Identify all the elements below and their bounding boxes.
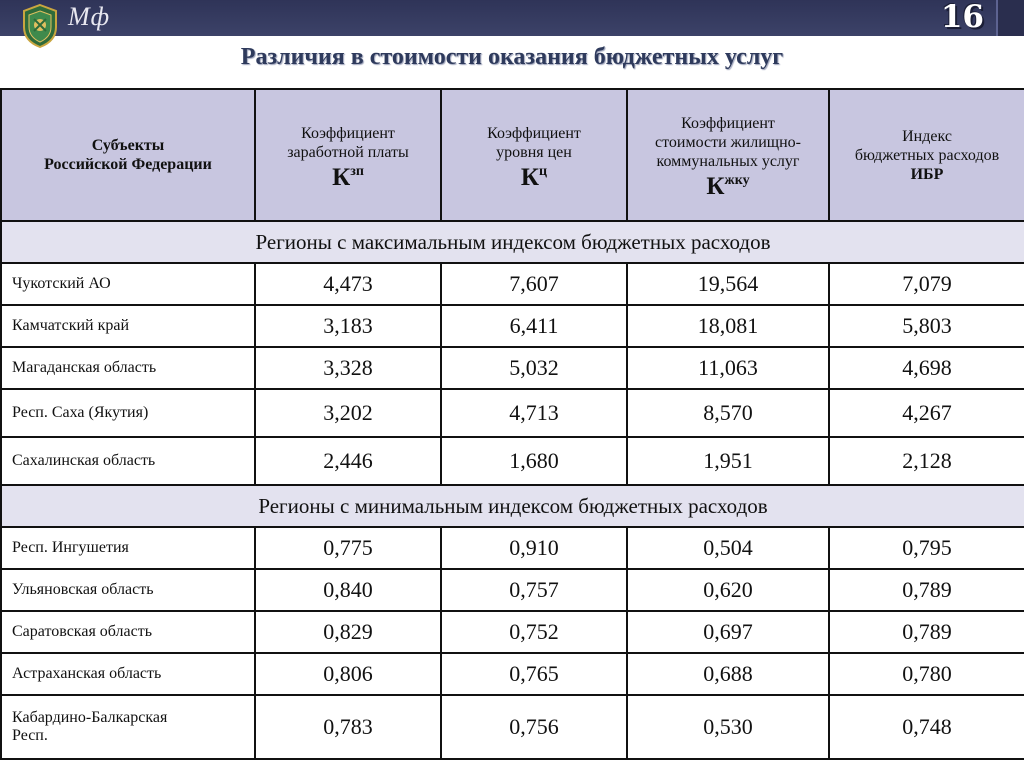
logo-text: Мф — [68, 2, 111, 31]
kzhku-value: 0,697 — [627, 611, 829, 653]
region-name-line: Кабардино-Балкарская — [12, 709, 168, 726]
section-label: Регионы с максимальным индексом бюджетных расходов — [1, 221, 1024, 263]
kzhku-value: 0,504 — [627, 527, 829, 569]
kzhku-value: 1,951 — [627, 437, 829, 485]
symbol-superscript: ц — [539, 163, 548, 179]
ibr-value: 7,079 — [829, 263, 1024, 305]
kc-value: 0,910 — [441, 527, 627, 569]
kzp-value: 0,829 — [255, 611, 441, 653]
header-line: Субъекты — [91, 137, 165, 154]
header-line: Индекс — [902, 127, 952, 145]
header-line: уровня цен — [496, 143, 572, 161]
header-symbol: ИБР — [910, 165, 944, 183]
page-title: Различия в стоимости оказания бюджетных услуг — [240, 44, 784, 70]
ibr-value: 0,789 — [829, 569, 1024, 611]
ibr-value: 0,748 — [829, 695, 1024, 759]
symbol-superscript: жку — [724, 173, 750, 188]
header-subjects — [1, 89, 255, 221]
region-name: Астраханская область — [1, 653, 255, 695]
region-name — [1, 695, 255, 759]
ministry-emblem-icon — [20, 3, 60, 49]
region-name: Ульяновская область — [1, 569, 255, 611]
header-line: бюджетных расходов — [854, 146, 1000, 164]
kzhku-value: 8,570 — [627, 389, 829, 437]
kzp-value: 3,183 — [255, 305, 441, 347]
kc-value: 0,765 — [441, 653, 627, 695]
ibr-value: 0,789 — [829, 611, 1024, 653]
kzhku-value: 18,081 — [627, 305, 829, 347]
table-row — [1, 389, 1024, 437]
header-line: Коэффициент — [681, 115, 775, 132]
table-row — [1, 527, 1024, 569]
kzp-value: 0,783 — [255, 695, 441, 759]
header-symbol — [628, 171, 828, 200]
symbol-base: К — [332, 163, 351, 191]
region-name: Магаданская область — [1, 347, 255, 389]
ibr-value: 4,267 — [829, 389, 1024, 437]
region-name: Респ. Саха (Якутия) — [1, 389, 255, 437]
header-symbol — [442, 162, 626, 191]
header-kc — [441, 89, 627, 221]
region-name: Камчатский край — [1, 305, 255, 347]
ibr-value: 0,780 — [829, 653, 1024, 695]
header-line: стоимости жилищно- — [655, 134, 801, 151]
top-bar — [0, 0, 1024, 36]
kzp-value: 4,473 — [255, 263, 441, 305]
kzhku-value: 11,063 — [627, 347, 829, 389]
header-kzhku — [627, 89, 829, 221]
kzp-value: 0,840 — [255, 569, 441, 611]
ibr-value: 0,795 — [829, 527, 1024, 569]
symbol-base: К — [706, 173, 725, 200]
header-kzp — [255, 89, 441, 221]
kzp-value: 0,775 — [255, 527, 441, 569]
table-row — [1, 653, 1024, 695]
kzhku-value: 0,688 — [627, 653, 829, 695]
page-number: 16 — [940, 0, 984, 35]
kc-value: 0,752 — [441, 611, 627, 653]
table-row — [1, 611, 1024, 653]
kc-value: 6,411 — [441, 305, 627, 347]
budget-index-table — [0, 88, 1024, 760]
table-row — [1, 569, 1024, 611]
kzhku-value: 19,564 — [627, 263, 829, 305]
kc-value: 1,680 — [441, 437, 627, 485]
kc-value: 5,032 — [441, 347, 627, 389]
table-header-row — [1, 89, 1024, 221]
symbol-base: К — [520, 163, 540, 191]
region-name: Сахалинская область — [1, 437, 255, 485]
kc-value: 7,607 — [441, 263, 627, 305]
table-row — [1, 437, 1024, 485]
corner-mark — [996, 0, 1024, 36]
kzhku-value: 0,530 — [627, 695, 829, 759]
symbol-superscript: зп — [350, 163, 364, 179]
section-row-min — [1, 485, 1024, 527]
ibr-value: 5,803 — [829, 305, 1024, 347]
section-row-max — [1, 221, 1024, 263]
table-row — [1, 263, 1024, 305]
kzp-value: 3,328 — [255, 347, 441, 389]
region-name: Респ. Ингушетия — [1, 527, 255, 569]
data-table-wrap — [0, 88, 1024, 760]
region-name: Саратовская область — [1, 611, 255, 653]
ibr-value: 4,698 — [829, 347, 1024, 389]
header-line: заработной платы — [287, 143, 409, 161]
ibr-value: 2,128 — [829, 437, 1024, 485]
kzhku-value: 0,620 — [627, 569, 829, 611]
header-line: коммунальных услуг — [656, 153, 800, 170]
table-row — [1, 695, 1024, 759]
kzp-value: 3,202 — [255, 389, 441, 437]
header-line: Коэффициент — [487, 124, 581, 142]
table-row — [1, 305, 1024, 347]
table-row — [1, 347, 1024, 389]
kc-value: 0,756 — [441, 695, 627, 759]
header-ibr — [829, 89, 1024, 221]
region-name-line: Респ. — [12, 727, 48, 744]
kc-value: 0,757 — [441, 569, 627, 611]
kzp-value: 2,446 — [255, 437, 441, 485]
kc-value: 4,713 — [441, 389, 627, 437]
kzp-value: 0,806 — [255, 653, 441, 695]
header-line: Российской Федерации — [44, 156, 212, 173]
section-label: Регионы с минимальным индексом бюджетных расходов — [1, 485, 1024, 527]
region-name: Чукотский АО — [1, 263, 255, 305]
header-symbol — [256, 162, 440, 191]
header-line: Коэффициент — [301, 124, 395, 142]
